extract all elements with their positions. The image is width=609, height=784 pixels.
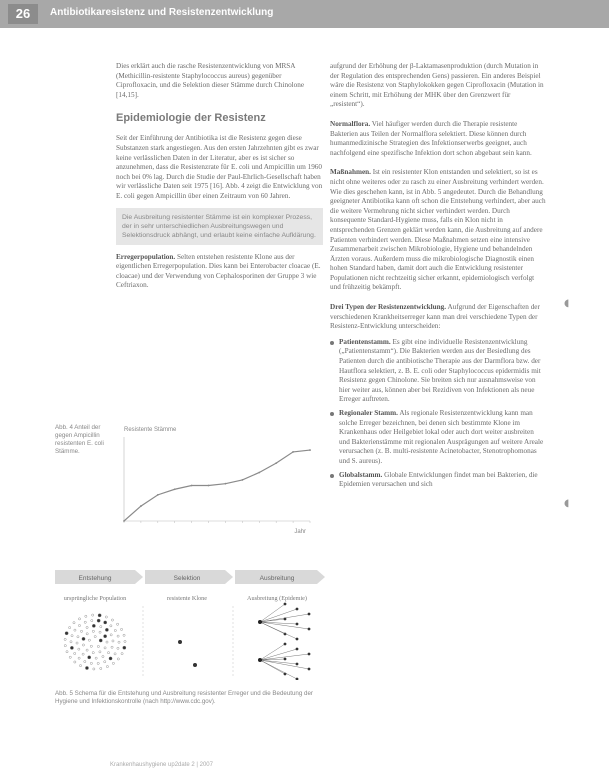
spread-hub xyxy=(258,620,262,624)
runin-normalflora: Normalflora. xyxy=(330,119,371,128)
list-item xyxy=(330,409,546,467)
population-dot xyxy=(84,660,86,662)
runin-massnahmen: Maßnahmen. xyxy=(330,168,371,177)
selected-clones xyxy=(178,640,197,667)
population-dot xyxy=(123,646,126,649)
paragraph-massnahmen xyxy=(330,168,546,293)
population-dot xyxy=(64,645,66,647)
stage-label-1: Entstehung xyxy=(78,575,112,582)
population-dot xyxy=(112,640,114,642)
right-column xyxy=(330,62,546,494)
type-label: Globalstamm. xyxy=(339,470,383,479)
paragraph-continuation: aufgrund der Erhöhung der β-Laktamasenproduktion (durch Mutation in der Regulation des entsprechenden Gens) passieren. Ein anderes Beispiel wäre die Resistenz von Staphylokokken gegen Ciprofloxacin (Mutation in einem Schritt, mit Erhöhung der MHK über den Grenzwert für „resistent“). xyxy=(330,62,544,109)
population-dot xyxy=(121,653,123,655)
population-dot xyxy=(73,622,75,624)
bullet-icon xyxy=(330,341,334,345)
type-text: Es gibt eine individuelle Resistenzentwicklung („Patientenstamm“). Die Bakterien werden aus der Besiedlung des Patienten durch die antibiotische Therapie aus der Darmflora bzw. der Hautflora selektiert, z. B. E. coli oder Staphylococcus epidermidis mit Resistenz gegen Chinolone. Sie breiten sich nur ausnahmsweise von hier weiter aus, können aber bei Rezidiven von Infektionen als neue Erreger auftreten. xyxy=(339,337,541,404)
population-dot xyxy=(82,644,84,646)
population-dot xyxy=(97,662,99,664)
paragraph-massnahmen-text: Ist ein resistenter Klon entstanden und selektiert, so ist es nicht ohne weiteres oder zu rasch zu einer Ausbreitung verhindert werden. Wie dies geschehen kann, ist in Abb. 5 angedeutet. Durch die Behandlung geeigneter Antibiotika kann oft schon die Entstehung verhindert, aber auch die weitere Vermehrung nicht sicher verhindert werden. Durch konsequente Standard-Hygiene muss, falls ein Klon nicht in entsprechenden Grenzen geklärt werden kann, die Ausbreitung auf andere Patienten verhindert werden. Diese Maßnahmen setzen eine intensive Zusammenarbeit zwischen Mikrobiologie, Hygiene und behandelnden Ärzten voraus. Außerdem muss die mikrobiologische Diagnostik einen hohen Standard haben, damit dort auch die Entwicklung resistenter Populationen nicht rechtzeitig sicher erkannt, epidemiologisch verfolgt und frühzeitig bekämpft. xyxy=(330,168,546,292)
page-footer: Krankenhaushygiene up2date 2 | 2007 xyxy=(110,762,213,768)
spread-node xyxy=(296,623,299,626)
population-dot xyxy=(84,621,86,623)
population-dot xyxy=(98,614,101,617)
population-label-1: ursprüngliche Population xyxy=(63,595,127,602)
population-dot xyxy=(69,627,71,629)
types-list xyxy=(330,338,546,490)
callout-box xyxy=(116,208,323,245)
population-dot xyxy=(99,631,101,633)
list-item xyxy=(330,338,546,405)
spread-edge xyxy=(260,622,297,624)
population-dot xyxy=(104,635,107,638)
population-dot xyxy=(114,653,116,655)
types-heading: Drei Typen der Resistenzentwicklung. xyxy=(330,303,447,312)
population-dot xyxy=(85,666,88,669)
population-dot xyxy=(92,652,94,654)
population-dot xyxy=(90,645,92,647)
population-dot xyxy=(111,619,113,621)
population-dot xyxy=(77,636,79,638)
population-dot xyxy=(69,656,71,658)
paragraph-erregerpopulation xyxy=(116,253,323,291)
stage-label-3: Ausbreitung xyxy=(259,575,295,582)
population-dot xyxy=(79,665,81,667)
population-dot xyxy=(88,639,90,641)
paragraph-erregerpopulation-text: Selten entstehen resistente Klone aus der eigentlichen Erregerpopulation. Dies kann bei Enterobacter cloacae (E. cloacae) und der Verwendung von Cephalosporinen der Gruppe 3 wie Ceftriaxon. xyxy=(116,252,321,290)
population-dot xyxy=(71,635,73,637)
population-dot xyxy=(86,649,88,651)
population-dot xyxy=(70,641,72,643)
figure4-line-chart xyxy=(110,423,320,538)
spread-node xyxy=(308,668,311,671)
population-dot xyxy=(97,645,99,647)
population-dot xyxy=(100,626,102,628)
population-dot xyxy=(99,639,102,642)
population-dot xyxy=(105,628,108,631)
spread-node xyxy=(296,678,299,680)
clone-dot xyxy=(193,663,197,667)
population-dot xyxy=(93,668,95,670)
population-dot xyxy=(110,634,112,636)
population-dot xyxy=(117,658,119,660)
population-dot xyxy=(107,652,109,654)
population-dot xyxy=(92,630,94,632)
page-number: 26 xyxy=(8,4,38,24)
spread-edge xyxy=(260,660,297,679)
spread-node xyxy=(296,638,299,641)
population-dot xyxy=(112,662,114,664)
header-bar xyxy=(0,0,609,28)
runin-erregerpopulation: Erregerpopulation. xyxy=(116,252,176,261)
population-dot xyxy=(97,619,100,622)
types-intro: Aufgrund der Eigenschaften der verschiedenen Krankheitserreger kann man drei verschiedene Typen der Resistenz-Entwicklung unterscheiden: xyxy=(330,303,540,331)
spread-edge xyxy=(260,649,297,660)
spread-node xyxy=(284,618,287,621)
population-dot xyxy=(92,614,94,616)
clone-dot xyxy=(178,640,182,644)
population-dot xyxy=(117,635,119,637)
margin-mark-icon: ◖ xyxy=(564,498,570,509)
list-item xyxy=(330,471,546,490)
population-dot xyxy=(86,626,88,628)
spread-node xyxy=(284,643,287,646)
spread-node xyxy=(296,608,299,611)
population-dot xyxy=(94,636,96,638)
running-head: Antibiotikaresistenz und Resistenzentwicklung xyxy=(50,7,274,18)
population-dot xyxy=(82,637,85,640)
population-dot xyxy=(120,628,122,630)
population-label-3: Ausbreitung (Epidemie) xyxy=(247,595,307,602)
population-dot xyxy=(106,641,108,643)
paragraph-epidemiology: Seit der Einführung der Antibiotika ist die Resistenz gegen diese Substanzen stark angestiegen. Aus den ersten Jahrzehnten gibt es zwar keine verlässlichen Daten in der Literatur, aber es ist sicher so anzunehmen, dass die Resistenzrate für E. coli und Ampicillin um 1960 noch bei 0% lag. Durch die Studie der Paul-Ehrlich-Gesellschaft haben wir verlässliche Daten seit 1975 [16]. Abb. 4 zeigt die Entwicklung von E. coli gegen Ampicillin über einen Zeitraum von 60 Jahren. xyxy=(116,134,323,200)
stage-arrows xyxy=(55,570,325,584)
type-text: Als regionale Resistenzentwicklung kann man solche Erreger bezeichnen, bei denen sich bestimmte Klone im Krankenhaus oder Heilgebiet lokal oder auch dort weiter ausbreiten und Bakterienstämme mit regionalen Ausprägungen auf weitere Areale verursachen (z. B. multi-resistente Acinetobacter, Stenotrophomonas und S. aureus). xyxy=(339,409,544,465)
chart-ticks xyxy=(123,449,311,523)
bullet-icon xyxy=(330,412,334,416)
population-dot xyxy=(124,640,126,642)
population-dot xyxy=(78,618,80,620)
population-dot xyxy=(80,630,82,632)
spread-node xyxy=(308,653,311,656)
section-title: Epidemiologie der Resistenz xyxy=(116,112,266,125)
population-dot xyxy=(100,667,102,669)
population-dot xyxy=(117,647,119,649)
population-dot xyxy=(106,665,108,667)
population-dot xyxy=(70,646,73,649)
population-dot xyxy=(111,646,113,648)
population-dot xyxy=(65,632,68,635)
population-dot xyxy=(82,653,84,655)
population-dot xyxy=(114,629,116,631)
population-dot xyxy=(78,624,80,626)
population-dot xyxy=(102,655,104,657)
population-dot xyxy=(66,651,68,653)
population-label-2: resistente Klone xyxy=(166,595,208,602)
population-dot xyxy=(85,615,87,617)
population-dot xyxy=(104,647,106,649)
spread-node xyxy=(296,663,299,666)
figure5-caption: Abb. 5 Schema für die Entstehung und Ausbreitung resistenter Erreger und die Bedeutung der Hygiene und Infektionskontrolle (nach http://www.cdc.gov). xyxy=(55,690,313,705)
population-dot xyxy=(74,661,76,663)
spread-node xyxy=(284,658,287,661)
population-dot xyxy=(76,642,78,644)
population-dot xyxy=(95,657,97,659)
population-dot xyxy=(116,623,118,625)
type-text: Globale Entwicklungen findet man bei Bakterien, die Epidemien verursachen und sich xyxy=(339,470,538,489)
margin-mark-icon: ◖ xyxy=(564,298,570,309)
spread-node xyxy=(308,628,311,631)
population-dot xyxy=(92,624,95,627)
population-dot xyxy=(78,648,80,650)
chart-series-line xyxy=(124,450,310,521)
population-dot xyxy=(104,661,106,663)
population-dot xyxy=(105,616,107,618)
population-dot xyxy=(110,625,112,627)
spread-node xyxy=(308,613,311,616)
spread-node xyxy=(296,648,299,651)
population-dot xyxy=(74,629,76,631)
population-dot xyxy=(78,657,80,659)
spread-network xyxy=(258,603,310,680)
bullet-icon xyxy=(330,474,334,478)
population-dot xyxy=(74,652,76,654)
figure5-schematic xyxy=(55,570,325,680)
left-column xyxy=(116,62,323,297)
type-label: Regionaler Stamm. xyxy=(339,409,398,417)
population-dot xyxy=(109,657,112,660)
spread-hub xyxy=(258,658,262,662)
spread-node xyxy=(284,603,287,606)
population-cluster xyxy=(64,614,126,670)
population-dot xyxy=(118,641,120,643)
population-dot xyxy=(90,662,92,664)
stage-label-2: Selektion xyxy=(173,575,201,582)
intro-paragraph: Dies erklärt auch die rasche Resistenzentwicklung von MRSA (Methicillin-resistente Staphylococcus aureus) gegenüber Ciprofloxacin, und die Selektion dieser Stämme durch Chinolone [14,15]. xyxy=(116,62,305,99)
paragraph-types xyxy=(330,303,546,332)
chart-xlabel: Jahr xyxy=(294,529,306,535)
population-dot xyxy=(123,634,125,636)
spread-edge xyxy=(260,609,297,622)
figure4-caption: Abb. 4 Anteil der gegen Ampicillin resistenten E. coli Stämme. xyxy=(55,424,104,455)
population-dot xyxy=(88,656,91,659)
type-label: Patientenstamm. xyxy=(339,337,391,346)
spread-edge xyxy=(260,660,309,669)
chart-ylabel: Resistente Stämme xyxy=(124,427,177,433)
callout-text: Die Ausbreitung resistenter Stämme ist ein komplexer Prozess, der in sehr unterschiedlichen Ausbreitungswegen und Selektionsdruck abhängt, und erlaubt keine einfache Aufklärung. xyxy=(122,213,316,239)
population-dot xyxy=(64,638,66,640)
population-dot xyxy=(86,633,88,635)
population-dot xyxy=(91,619,93,621)
population-dot xyxy=(104,621,107,624)
paragraph-normalflora-text: Viel häufiger werden durch die Therapie resistente Bakterien aus Teilen der Normalflora selektiert. Diese können durch humanmedizinische Strategien des Infektionserwerbs geeignet, auch nachfolgend eine spezifische Infektion dort schon abgebaut sein kann. xyxy=(330,119,532,157)
spread-edge xyxy=(260,644,285,660)
paragraph-normalflora xyxy=(330,120,546,158)
population-dot xyxy=(99,651,101,653)
